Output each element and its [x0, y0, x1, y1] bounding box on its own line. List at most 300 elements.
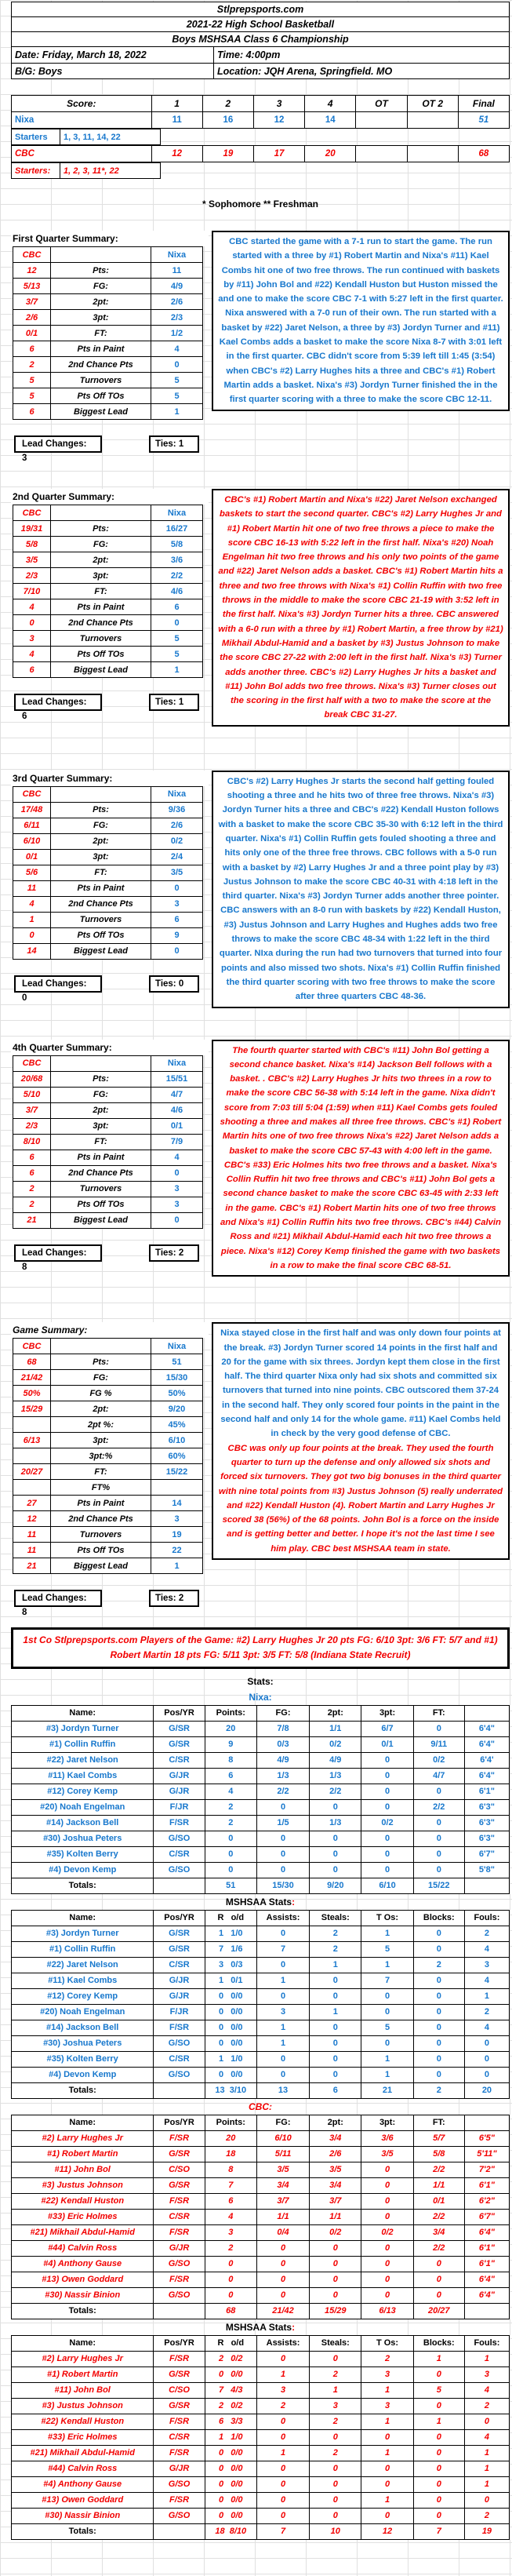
cbc-ot2	[407, 146, 458, 162]
player-stat-row	[12, 1784, 510, 1799]
cell: 2/2	[310, 1784, 361, 1799]
cell: 0	[413, 2020, 464, 2035]
cell: #11) John Bol	[12, 2162, 154, 2177]
cell: 4	[151, 1150, 203, 1165]
cell: FG:	[51, 537, 151, 552]
cell: 0	[361, 2429, 413, 2445]
cell: 14	[13, 943, 51, 959]
game-header	[11, 2, 510, 79]
cell: 3	[151, 1511, 203, 1527]
cell: 21	[361, 2082, 413, 2098]
cell: 2	[464, 2398, 509, 2414]
cell: Turnovers	[51, 1181, 151, 1197]
cell: Pts:	[51, 1354, 151, 1370]
cell: 0	[13, 615, 51, 631]
cell: 0/2	[310, 1736, 361, 1752]
cell: 0	[413, 1721, 464, 1736]
q2-stats-table	[13, 505, 203, 678]
player-stat-row	[12, 2004, 510, 2020]
cell: C/SR	[154, 2051, 205, 2067]
cell: 21/42	[13, 1370, 51, 1386]
cell: 1/1	[413, 2177, 464, 2193]
quarter-stat-row	[13, 1118, 203, 1134]
cell	[13, 1417, 51, 1433]
cell: 0	[310, 1799, 361, 1815]
cell: #30) Nassir Binion	[12, 2508, 154, 2523]
nixa-starters-list: 1, 3, 11, 14, 22	[60, 129, 161, 145]
cell: 1	[151, 662, 203, 678]
cell: 19/31	[13, 521, 51, 537]
quarter-stat-row	[13, 388, 203, 404]
cell: 1	[256, 2445, 309, 2461]
cell: 3pt:	[361, 1705, 413, 1721]
player-stat-row	[12, 2209, 510, 2224]
cell: 0 0/0	[205, 2020, 256, 2035]
player-stat-row	[12, 2272, 510, 2287]
cell: 0	[361, 1846, 413, 1862]
cell: 0	[256, 1846, 309, 1862]
cell: #35) Kolten Berry	[12, 2051, 154, 2067]
cell: 2	[13, 1181, 51, 1197]
cell: #3) Justus Johnson	[12, 2398, 154, 2414]
cell: 0	[151, 357, 203, 373]
cell: 6	[13, 341, 51, 357]
cell: #2) Larry Hughes Jr	[12, 2130, 154, 2146]
cell: 6/7	[361, 1721, 413, 1736]
ties-box: Ties: 0	[149, 975, 199, 993]
cell: 6'4"	[464, 2272, 509, 2287]
cell: 0	[310, 1831, 361, 1846]
cell: 1	[310, 2382, 361, 2398]
cell: 0	[361, 2240, 413, 2256]
cell: 0 0/0	[205, 2508, 256, 2523]
cell: 3pt:	[361, 2115, 413, 2130]
cell: 7/10	[13, 584, 51, 599]
cell: G/JR	[154, 1768, 205, 1784]
cell: 3/4	[256, 2177, 309, 2193]
cell: 0	[256, 2508, 309, 2523]
nixa-ot	[356, 112, 407, 129]
cell: #4) Anthony Gause	[12, 2256, 154, 2272]
player-stat-row	[12, 1957, 510, 1973]
cell: 9/11	[413, 1736, 464, 1752]
cell: 0	[464, 2492, 509, 2508]
cell	[154, 2082, 205, 2098]
cell: 3	[464, 1957, 509, 1973]
cell: 7	[256, 2523, 309, 2539]
cell: 1	[361, 2067, 413, 2082]
cell: 20	[464, 2082, 509, 2098]
cell: 4/9	[310, 1752, 361, 1768]
cell: 5	[13, 388, 51, 404]
cell: 1	[256, 1973, 309, 1988]
cell: #11) Kael Combs	[12, 1768, 154, 1784]
cell: G/SO	[154, 2256, 205, 2272]
cell: G/SR	[154, 1941, 205, 1957]
cell: F/SR	[154, 2351, 205, 2366]
quarter-stat-row	[13, 896, 203, 912]
class-footnote: * Sophomore ** Freshman	[202, 199, 319, 210]
cell: 0 0/0	[205, 2035, 256, 2051]
cell: 0	[256, 2429, 309, 2445]
fourth-quarter-summary	[11, 1040, 510, 1277]
cell: 2	[413, 2082, 464, 2098]
cell: 1	[256, 2035, 309, 2051]
player-stat-row	[12, 1988, 510, 2004]
cell: 5	[151, 631, 203, 647]
cell: 4	[13, 647, 51, 662]
cell: 2	[464, 2004, 509, 2020]
quarter-stat-row	[13, 662, 203, 678]
cell: 3	[151, 896, 203, 912]
quarter-stat-row	[13, 1448, 203, 1464]
cell: 5	[151, 388, 203, 404]
cell: 0/1	[413, 2193, 464, 2209]
quarter-stat-row	[13, 927, 203, 943]
cell: #21) Mikhail Abdul-Hamid	[12, 2224, 154, 2240]
cell: Turnovers	[51, 1527, 151, 1543]
cell: 0	[310, 2492, 361, 2508]
cell: 1 1/0	[205, 2429, 256, 2445]
cell: 1/1	[310, 2209, 361, 2224]
quarter-stat-row	[13, 1543, 203, 1558]
quarter-stat-row	[13, 1087, 203, 1102]
quarter-stat-row	[13, 341, 203, 357]
cell: 2/6	[310, 2146, 361, 2162]
cell: 2/2	[151, 568, 203, 584]
cell: 0	[413, 2476, 464, 2492]
cell: 0	[413, 2461, 464, 2476]
cell: 12	[13, 263, 51, 279]
quarter-stat-row	[13, 326, 203, 341]
table-row	[12, 129, 161, 145]
quarter-title: First Quarter Summary:	[11, 231, 209, 246]
cell: 1 1/0	[205, 1926, 256, 1941]
cell: 1/5	[256, 1815, 309, 1831]
mshsaa-stats-label	[11, 1894, 510, 1910]
cell: 0	[256, 2272, 309, 2287]
cell: 0	[361, 2209, 413, 2224]
cell: 4/6	[151, 584, 203, 599]
cell: R o/d	[205, 2335, 256, 2351]
cell: 2	[205, 2240, 256, 2256]
quarter-stat-row	[13, 537, 203, 552]
cell: 2	[205, 1799, 256, 1815]
cell: 3	[361, 2398, 413, 2414]
cell: 0/2	[361, 2224, 413, 2240]
col-q2: 2	[202, 96, 253, 112]
cell: 0	[413, 2508, 464, 2523]
cell: 0	[413, 1941, 464, 1957]
quarter-stat-row	[13, 647, 203, 662]
player-stat-row	[12, 2162, 510, 2177]
cell: 10	[310, 2523, 361, 2539]
cell: 3	[256, 2382, 309, 2398]
cell: Pts:	[51, 1071, 151, 1087]
nixa-starters-label: Starters	[12, 129, 60, 145]
cell: 19	[151, 1527, 203, 1543]
quarter-title: 3rd Quarter Summary:	[11, 771, 209, 786]
cell: 0	[361, 1784, 413, 1799]
cell: Pts Off TOs	[51, 1543, 151, 1558]
player-stat-row	[12, 1831, 510, 1846]
col-q1: 1	[151, 96, 202, 112]
player-stat-row	[12, 2461, 510, 2476]
cbc-starters-list: 1, 2, 3, 11*, 22	[60, 163, 161, 179]
cell: 0	[205, 2272, 256, 2287]
cell: 0	[256, 2476, 309, 2492]
cell: 9/20	[151, 1401, 203, 1417]
cell: 6	[151, 912, 203, 927]
cell: 18 8/10	[205, 2523, 256, 2539]
cell: #30) Joshua Peters	[12, 1831, 154, 1846]
mshsaa-label-colon: :	[292, 2321, 296, 2333]
cell: 2	[310, 2366, 361, 2382]
first-quarter-summary	[11, 231, 510, 463]
cbc-team-name: CBC	[12, 146, 152, 162]
cell: 0/1	[13, 849, 51, 865]
cell: FG:	[256, 2115, 309, 2130]
cell: 0/2	[151, 833, 203, 849]
cell: 6'2"	[464, 2193, 509, 2209]
cell: 0	[256, 2067, 309, 2082]
cell: 6'5"	[464, 2130, 509, 2146]
cell: 3/4	[310, 2177, 361, 2193]
cell	[51, 1339, 151, 1354]
cell: 4/7	[413, 1768, 464, 1784]
cell: #22) Jaret Nelson	[12, 1957, 154, 1973]
cell: 0/1	[361, 1736, 413, 1752]
cell: 5'8"	[464, 1862, 509, 1878]
cell	[154, 2523, 205, 2539]
cell: Biggest Lead	[51, 404, 151, 420]
cell: 1	[361, 2382, 413, 2398]
cell: F/SR	[154, 1815, 205, 1831]
cell: C/SR	[154, 2209, 205, 2224]
cell: 0	[361, 2272, 413, 2287]
game-time: Time: 4:00pm	[217, 49, 281, 60]
cell: F/SR	[154, 2414, 205, 2429]
cell: 1/3	[310, 1815, 361, 1831]
cell: Pts:	[51, 521, 151, 537]
cell: 2	[310, 2414, 361, 2429]
cell: #12) Corey Kemp	[12, 1988, 154, 2004]
cell: 6	[13, 662, 51, 678]
player-stat-row	[12, 1941, 510, 1957]
nixa-q1: 11	[151, 112, 202, 129]
cell: 0	[464, 2414, 509, 2429]
cell: 0	[361, 2287, 413, 2303]
q2-narrative: CBC's #1) Robert Martin and Nixa's #22) Jaret Nelson exchanged baskets to start the second quarter. CBC's #2) Larry Hughes Jr and #1) Robert Martin hit one of two free throws a piece to make the score CBC 16-13 with 5:22 left in the first half. Nixa's #20) Noah Engelman hit two free throws and his only two points of the game and #22) Jaret Nelson adds a basket. CBC's #1) Robert Martin hits a three and two free throws with Nixa's #1) Collin Ruffin with two free throws in the middle to make the score CBC 21-19 with 3:52 left in the first half. Nixa's #3) Jordyn Turner hits a three. CBC answered with a 6-0 run with a three by #1) Robert Martin, a free throw by #21) Mikhail Abdul-Hamid and a basket by #3) Justus Johnson to make the score CBC 27-22 with 2:00 left in the first half. Nixa's #3) Turner adds another three. CBC's #2) Larry Hughes Jr hits a basket and #11) John Bol adds two free throws. Nixa's #3) Turner closes out the scoring in the first half with a two to make the score at the break CBC 31-27.	[212, 489, 510, 727]
score-table	[11, 95, 510, 129]
cell: 2/2	[413, 2162, 464, 2177]
q4-narrative: The fourth quarter started with CBC's #11) John Bol getting a second chance basket. Nixa's #14) Jackson Bell follows with a basket. . CBC's #2) Larry Hughes Jr hits two threes in a row to make the score CBC 56-38 with 5:14 left in the game. Nixa didn't score from 7:03 till 5:04 (1:59) when #11) Kael Combs gets fouled shooting a three and makes all three free throws. CBC's #1) Robert Martin hits one of two free throws Nixa's #22) Jaret Nelson adds a basket to make the score CBC 57-43 with 4:00 left in the game. CBC's #33) Eric Holmes hits two free throws and a basket. Nixa's Collin Ruffin hit two free throws and CBC's #11) John Bol gets a second chance basket to make the score CBC 63-45 with 2:33 left in the game. CBC's #1) Robert Martin hits one of two free throws and Nixa's #1) Collin Ruffin hits two free throws. CBC's #44) Calvin Ross and #21) Mikhail Abdul-Hamid each hit two free throws a piece. Nixa's #12) Corey Kemp finished the game with two baskets in a row to make the final score CBC 68-51.	[212, 1040, 510, 1277]
player-stat-row	[12, 2130, 510, 2146]
cell: Totals:	[12, 2303, 154, 2319]
cell: 3	[464, 2366, 509, 2382]
player-stat-row	[12, 1815, 510, 1831]
cell: 0	[361, 2461, 413, 2476]
cell: 0	[361, 2004, 413, 2020]
quarter-stat-row	[13, 833, 203, 849]
cell: 0	[205, 1831, 256, 1846]
cell: FT:	[413, 2115, 464, 2130]
cell: 1	[464, 2351, 509, 2366]
cell: 0/2	[413, 1752, 464, 1768]
cell: 2/3	[13, 1118, 51, 1134]
cell: 3	[151, 1181, 203, 1197]
lead-changes-box: Lead Changes: 0	[14, 975, 102, 993]
cell: 15/29	[310, 2303, 361, 2319]
cell: G/SR	[154, 1926, 205, 1941]
cell: 3/6	[361, 2130, 413, 2146]
cell: #14) Jackson Bell	[12, 1815, 154, 1831]
game-date: Date: Friday, March 18, 2022	[12, 47, 214, 63]
cell: Pos/YR	[154, 2115, 205, 2130]
cell: F/SR	[154, 2492, 205, 2508]
cell: 0	[256, 1957, 309, 1973]
cell: 2pt:	[51, 294, 151, 310]
cell: G/SR	[154, 2366, 205, 2382]
cell: Pts in Paint	[51, 599, 151, 615]
cell: Name:	[12, 1910, 154, 1926]
cell: 0	[464, 2067, 509, 2082]
cell: 6	[151, 599, 203, 615]
cell: 9	[151, 927, 203, 943]
gender-location-row	[12, 63, 509, 78]
cell: 6/10	[13, 833, 51, 849]
cell: G/SO	[154, 2508, 205, 2523]
cell: 1	[413, 2414, 464, 2429]
cell: 1	[413, 2351, 464, 2366]
cell: 4/6	[151, 1102, 203, 1118]
quarter-stat-row	[13, 1527, 203, 1543]
cell	[13, 1480, 51, 1496]
cell: FT:	[51, 1134, 151, 1150]
cell: 7 4/3	[205, 2382, 256, 2398]
cell: 3/5	[151, 865, 203, 880]
quarter-stat-row	[13, 1558, 203, 1574]
cell: 19	[464, 2523, 509, 2539]
cell: 0/2	[310, 2224, 361, 2240]
cbc-score-table	[11, 145, 510, 162]
cell	[51, 786, 151, 802]
player-stat-row	[12, 2492, 510, 2508]
cell: 2	[310, 1926, 361, 1941]
cell: F/SR	[154, 2272, 205, 2287]
cell: #22) Jaret Nelson	[12, 1752, 154, 1768]
cell: 0/1	[151, 1118, 203, 1134]
cell: 6/13	[13, 1433, 51, 1448]
cell: 4	[464, 2020, 509, 2035]
cell: 0	[413, 1862, 464, 1878]
cell	[51, 505, 151, 521]
cell: 2/6	[151, 294, 203, 310]
cell: 13	[256, 2082, 309, 2098]
cell: G/SO	[154, 1862, 205, 1878]
cell: F/SR	[154, 2130, 205, 2146]
nixa-ot2	[407, 112, 458, 129]
cell: 2	[13, 357, 51, 373]
cell: 0	[256, 2351, 309, 2366]
cell: 3/6	[151, 552, 203, 568]
cell: 0	[256, 1862, 309, 1878]
cell: 0	[256, 2256, 309, 2272]
cell: Pos/YR	[154, 1705, 205, 1721]
cell: 0	[13, 927, 51, 943]
cell: 0 0/0	[205, 1988, 256, 2004]
cell: 7/9	[151, 1134, 203, 1150]
cell: 7	[256, 1941, 309, 1957]
cell: 6/10	[361, 1878, 413, 1893]
cell: 3/7	[13, 1102, 51, 1118]
quarter-stat-row	[13, 279, 203, 294]
cell: 4	[205, 2209, 256, 2224]
cell: 0	[310, 1846, 361, 1862]
cell: 3	[151, 1197, 203, 1212]
quarter-stat-row	[13, 568, 203, 584]
cell: G/JR	[154, 1973, 205, 1988]
cell: 0	[310, 2035, 361, 2051]
cell: 0	[256, 2414, 309, 2429]
nixa-q2: 16	[202, 112, 253, 129]
cell: 5/13	[13, 279, 51, 294]
col-ot: OT	[356, 96, 407, 112]
cell: 0	[205, 2287, 256, 2303]
cell: 2	[205, 1815, 256, 1831]
player-stat-row	[12, 1736, 510, 1752]
totals-row	[12, 2082, 510, 2098]
cell	[464, 1705, 509, 1721]
cell: 0	[413, 2398, 464, 2414]
second-quarter-summary	[11, 489, 510, 727]
cell: 6'4"	[464, 2287, 509, 2303]
cell	[154, 2303, 205, 2319]
stats-header-row	[12, 1910, 510, 1926]
cell: 0	[151, 615, 203, 631]
cell: 7	[361, 1973, 413, 1988]
cell: 21/42	[256, 2303, 309, 2319]
cell: 0 0/0	[205, 2476, 256, 2492]
player-stat-row	[12, 2398, 510, 2414]
cell: 0/1	[13, 326, 51, 341]
cell: #44) Calvin Ross	[12, 2240, 154, 2256]
cell: 51	[205, 1878, 256, 1893]
cell: 0	[310, 2240, 361, 2256]
cell: C/SR	[154, 1846, 205, 1862]
cell: 7	[205, 2177, 256, 2193]
quarter-stat-row	[13, 818, 203, 833]
cell: 27	[13, 1496, 51, 1511]
cell: 15/30	[256, 1878, 309, 1893]
cell: 5'11"	[464, 2146, 509, 2162]
player-stat-row	[12, 2146, 510, 2162]
cell: 1/2	[151, 326, 203, 341]
cell: 0	[256, 1831, 309, 1846]
cell: G/SO	[154, 2476, 205, 2492]
event-title: Boys MSHSAA Class 6 Championship	[12, 32, 509, 47]
cell: 12	[361, 2523, 413, 2539]
cell: G/SO	[154, 2287, 205, 2303]
lead-changes-box: Lead Changes: 8	[14, 1244, 102, 1262]
cell: 0	[361, 2177, 413, 2193]
cell	[464, 1878, 509, 1893]
cell: 3pt:	[51, 1433, 151, 1448]
cbc-final: 68	[458, 146, 509, 162]
cell: 0	[310, 2256, 361, 2272]
stats-header-row	[12, 2115, 510, 2130]
cell: 2nd Chance Pts	[51, 615, 151, 631]
